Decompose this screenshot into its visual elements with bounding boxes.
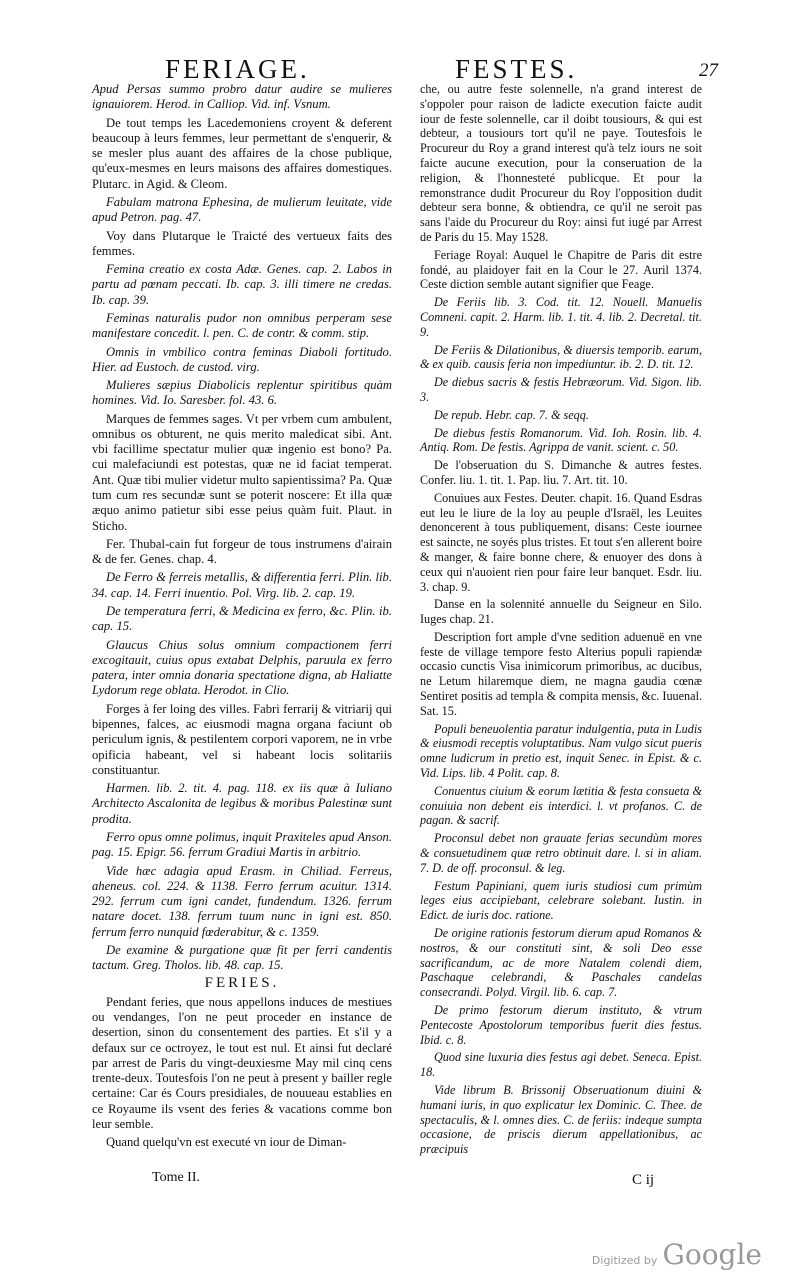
paragraph: Festum Papiniani, quem iuris studiosi cum primùm leges eius accipiebant, celebrare solebant. Iustin. in Edict. de iuris doc. ratione. bbox=[420, 878, 702, 923]
paragraph: De Ferro & ferreis metallis, & differentia ferri. Plin. lib. 34. cap. 14. Ferri inuentio. Pol. Virg. lib. 2. cap. 19. bbox=[92, 570, 392, 600]
paragraph: Vide librum B. Brissonij Obseruationum diuini & humani iuris, in quo explicatur lex Dominic. C. Thee. de spectaculis, & l. omnes dies. C. de feriis: indeque sumpta occasione, de priscis dierum appellationibus, ac præcipuis bbox=[420, 1083, 702, 1157]
paragraph: De tout temps les Lacedemoniens croyent & deferent beaucoup à leurs femmes, leur permettant de s'enquerir, & se mesler plus auant des affaires de la chose publique, qu'eux-mesmes en leurs maisons des affaires domestiques. Plutarc. in Agid. & Cleom. bbox=[92, 115, 392, 191]
paragraph: Pendant feries, que nous appellons induces de mestiues ou vendanges, l'on ne peut proceder en instance de desertion, sinon du consentement des parties. Et s'il y a defaux sur ce octroyez, le tout est nul. Et ainsi fut declaré par arrest de Paris du vingt-deuxiesme May mil cinq cens trente-deux. Toutesfois l'on ne peut à present y bailler regle certaine: Car és Cours presidiales, de nouueau establies en ce Royaume ils vsent des feries & vacations comme bon leur semble. bbox=[92, 994, 392, 1131]
paragraph: che, ou autre feste solennelle, n'a grand interest de s'oppoler pour raison de ladicte execution faicte audit iour de feste solennelle, car il doibt tousiours, & qui est debteur, a tousiours tort qu'il ne paye. Toutesfois le Procureur du Roy a grand interest qu'à telz iours ne soit faicte aucune execution, pour la conseruation de la religion, & l'honnesteté publicque. Et pour la remonstrance dudit Procureur du Roy l'opposition dudit debteur sera bonne, & obtiendra, ce qu'il ne seroit pas sans l'aide du Procureur du Roy: ainsi fut iugé par Arrest de Paris du 15. May 1528. bbox=[420, 82, 702, 244]
paragraph: Quand quelqu'vn est executé vn iour de Diman- bbox=[106, 1135, 347, 1150]
paragraph: Ferro opus omne polimus, inquit Praxiteles apud Anson. pag. 15. Epigr. 56. ferrum Gradiui Martis in arbitrio. bbox=[92, 829, 392, 860]
running-head-right: FESTES. bbox=[455, 54, 578, 84]
watermark-prefix: Digitized by bbox=[591, 1254, 658, 1267]
left-column bbox=[92, 82, 392, 1154]
paragraph: De examine & purgatione quæ fit per ferri candentis tactum. Greg. Tholos. lib. 48. cap. 15. bbox=[92, 942, 392, 973]
paragraph: Apud Persas summo probro datur audire se mulieres ignauiorem. Herod. in Calliop. Vid. inf. Vsnum. bbox=[92, 82, 392, 112]
volume-label: Tome II. bbox=[152, 1170, 201, 1185]
paragraph: Fabulam matrona Ephesina, de mulierum leuitate, vide apud Petron. pag. 47. bbox=[92, 194, 392, 225]
paragraph: De origine rationis festorum dierum apud Romanos & nostros, & our constituti sint, & soli Deo esse sacrificandum, ac de more Natalem colendi diem, Paschaque celebrandi, & Paschales candelas consecrandi. Polyd. Virgil. lib. 6. cap. 7. bbox=[420, 926, 702, 1000]
paragraph: Danse en la solennité annuelle du Seigneur en Silo. Iuges chap. 21. bbox=[420, 597, 702, 627]
running-head-left: FERIAGE. bbox=[165, 54, 310, 84]
paragraph: Harmen. lib. 2. tit. 4. pag. 118. ex iis quæ à Iuliano Architecto Ascalonita de legibus & moribus Palestinæ sunt prodita. bbox=[92, 781, 392, 826]
paragraph: Mulieres sæpius Diabolicis replentur spiritibus quàm homines. Vid. Io. Saresber. fol. 43. 6. bbox=[92, 378, 392, 408]
paragraph: Description fort ample d'vne sedition aduenuë en vne feste de village tempore festo Alterius populi rapiendæ occasio cunctis Visa inimicorum primoribus, ac ducibus, ne Letum hilaremque diem, ne magna gaudia cœnæ Sentiret positis ad templa & compita mensis, &c. Iuuenal. Sat. 15. bbox=[420, 629, 702, 718]
section-heading: FERIES. bbox=[204, 975, 280, 992]
paragraph: Conuiues aux Festes. Deuter. chapit. 16. Quand Esdras eut leu le liure de la loy au peuple d'Israël, les Leuites denoncerent à tous publiquement, disans: Ceste iournee est saincte, ne soyés plus tristes. Et tout s'en allerent boire & manger, & faire bonne chere, & enuoyer des dons à ceux qui n'auoient rien pour faire leur banquet. Esdr. liu. 3. chap. 9. bbox=[420, 490, 702, 594]
paragraph: De l'obseruation du S. Dimanche & autres festes. Confer. liu. 1. tit. 1. Pap. liu. 7. Art. tit. 10. bbox=[420, 458, 702, 487]
paragraph: De temperatura ferri, & Medicina ex ferro, &c. Plin. ib. cap. 15. bbox=[92, 604, 392, 634]
paragraph: De repub. Hebr. cap. 7. & seqq. bbox=[434, 407, 589, 422]
paragraph: Conuentus ciuium & eorum lætitia & festa consueta & conuiuia non debent eis interdici. l. vt profanos. C. de pagan. & sacrif. bbox=[420, 783, 702, 828]
paragraph: Voy dans Plutarque le Traicté des vertueux faits des femmes. bbox=[92, 228, 392, 258]
paragraph: De diebus sacris & festis Hebræorum. Vid. Sigon. lib. 3. bbox=[420, 375, 702, 404]
right-column bbox=[420, 82, 702, 1160]
paragraph: Quod sine luxuria dies festus agi debet. Seneca. Epist. 18. bbox=[420, 1050, 702, 1080]
paragraph: Fer. Thubal-cain fut forgeur de tous instrumens d'airain & de fer. Genes. chap. 4. bbox=[92, 536, 392, 567]
google-watermark bbox=[592, 1238, 762, 1271]
paragraph: De primo festorum dierum instituto, & vtrum Pentecoste Apostolorum temporibus fuerit dies festus. Ibid. c. 8. bbox=[420, 1003, 702, 1047]
page-number: 27 bbox=[699, 60, 718, 81]
paragraph: Omnis in vmbilico contra feminas Diaboli fortitudo. Hier. ad Eustoch. de custod. virg. bbox=[92, 344, 392, 374]
paragraph: Marques de femmes sages. Vt per vrbem cum ambulent, omnibus os obturent, ne quis merito maledicat sibi. Ant. vbi facillime spectatur mulier quæ ingenio est bono? Pa. cui malefaciundi est potestas, quæ ne id faciat temperat. Ant. Quæ tibi mulier videtur multo sapientissima? Pa. Quæ tum cum res secundæ sunt se poterit noscere: Et illa quæ æquo animo patietur sibi esse peius quàm fuit. Plaut. in Sticho. bbox=[92, 411, 392, 533]
paragraph: Femina creatio ex costa Adæ. Genes. cap. 2. Labos in partu ad pœnam peccati. Ib. cap. 3. illi timere ne credas. Ib. cap. 39. bbox=[92, 262, 392, 307]
signature-mark: C ij bbox=[632, 1172, 655, 1188]
paragraph: Glaucus Chius solus omnium compactionem ferri excogitauit, cuius opus extabat Delphis, paruula ex ferro patera, inter omnia donaria spectatione digna, ab Haliatte Lydorum rege oblata. Herodot. in Clio. bbox=[92, 637, 392, 698]
paragraph: Forges à fer loing des villes. Fabri ferrarij & vitriarij qui bipennes, falces, ac eiusmodi magna organa faciunt ob periculum ignis, & pestilentem corpori vaporem, ne in vrbe opificia habeant, vel si habeant locis solitariis constituantur. bbox=[92, 701, 392, 777]
paragraph: Vide hæc adagia apud Erasm. in Chiliad. Ferreus, aheneus. col. 224. & 1138. Ferro ferrum acuitur. 1314. 292. ferrum cum igni candet, fundendum. 1326. ferrum natare docet. 138. ferrum tuum nunc in igni est. 850. ferrum ferro nunquid fœderabitur, & c. 1359. bbox=[92, 863, 392, 939]
paragraph: De Feriis lib. 3. Cod. tit. 12. Nouell. Manuelis Comneni. capit. 2. Harm. lib. 1. tit. 4. lib. 2. Decretal. tit. 9. bbox=[420, 295, 702, 339]
paragraph: Populi beneuolentia paratur indulgentia, puta in Ludis & eiusmodi receptis voluptatibus. Nam vulgo sicut pueris omne ludicrum in pretio est, inquit Senec. in Epist. & c. Vid. Lips. lib. 4 Polit. cap. 8. bbox=[420, 721, 702, 781]
paragraph: Feminas naturalis pudor non omnibus perperam sese manifestare concedit. l. pen. C. de contr. & comm. stip. bbox=[92, 310, 392, 341]
paragraph: Proconsul debet non grauate ferias secundùm mores & consuetudinem quæ retro obtinuit dare. l. si in aliam. 7. D. de off. proconsul. & leg. bbox=[420, 831, 702, 875]
paragraph: Feriage Royal: Auquel le Chapitre de Paris dit estre fondé, au plaidoyer fait en la Cour le 27. Auril 1374. Ceste diction semble autant signifier que Feage. bbox=[420, 247, 702, 292]
paragraph: De diebus festis Romanorum. Vid. Ioh. Rosin. lib. 4. Antiq. Rom. De festis. Agrippa de vanit. scient. c. 50. bbox=[420, 425, 702, 455]
google-logo: Google bbox=[662, 1238, 762, 1271]
paragraph: De Feriis & Dilationibus, & diuersis temporib. earum, & ex quib. causis feria non impediuntur. ib. 2. D. tit. 12. bbox=[420, 342, 702, 372]
